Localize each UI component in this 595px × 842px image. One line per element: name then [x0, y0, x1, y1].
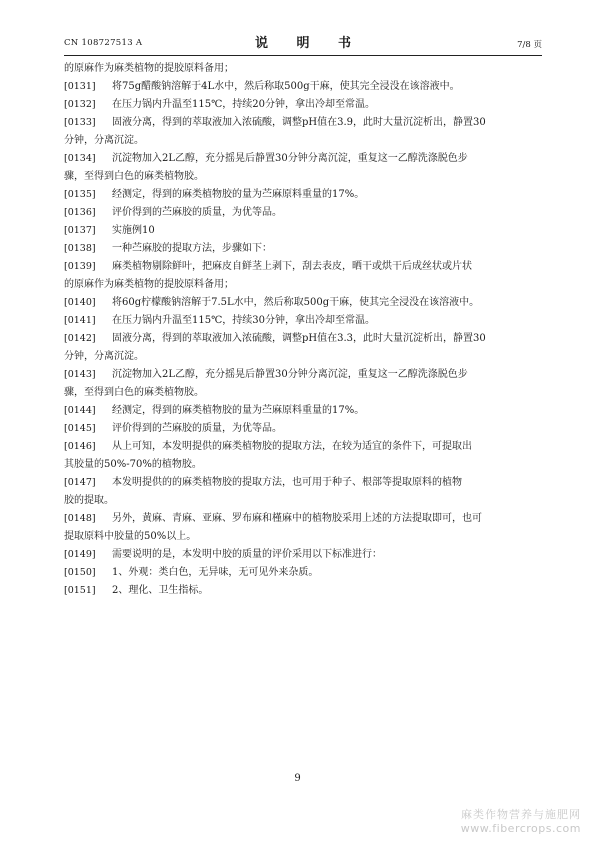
- paragraph-text: 评价得到的苎麻胶的质量，为优等品。: [112, 423, 282, 434]
- paragraph-number: [0142]: [64, 333, 96, 344]
- paragraph-text: 胶的提取。: [64, 495, 114, 506]
- paragraph-text: 骤，至得到白色的麻类植物胶。: [64, 171, 204, 182]
- document-body: [64, 60, 542, 600]
- paragraph-continuation-line: [64, 492, 542, 510]
- paragraph-number: [0134]: [64, 153, 96, 164]
- paragraph-continuation-line: [64, 132, 542, 150]
- patent-number: CN 108727513 A: [64, 38, 143, 48]
- paragraph-number: [0150]: [64, 567, 96, 578]
- paragraph-number: [0143]: [64, 369, 96, 380]
- paragraph-number: [0145]: [64, 423, 96, 434]
- paragraph-first-line: [64, 402, 542, 420]
- paragraph-first-line: [64, 366, 542, 384]
- paragraph: [64, 258, 542, 294]
- header-divider: [64, 55, 542, 56]
- paragraph-number: [0139]: [64, 261, 96, 272]
- page-number: 9: [294, 773, 301, 784]
- paragraph-text: 另外，黄麻、青麻、亚麻、罗布麻和槿麻中的植物胶采用上述的方法提取即可，也可: [112, 513, 482, 524]
- paragraph-first-line: [64, 330, 542, 348]
- paragraph-number: [0137]: [64, 225, 96, 236]
- paragraph: [64, 96, 542, 114]
- paragraph-text: 固液分离，得到的萃取液加入浓硫酸，调整pH值在3.3，此时大量沉淀析出，静置30: [112, 333, 486, 344]
- paragraph-first-line: [64, 474, 542, 492]
- paragraph-text: 经测定，得到的麻类植物胶的量为苎麻原料重量的17%。: [112, 405, 365, 416]
- paragraph-text: 经测定，得到的麻类植物胶的量为苎麻原料重量的17%。: [112, 189, 365, 200]
- paragraph: [64, 294, 542, 312]
- paragraph: [64, 564, 542, 582]
- paragraph-text: 一种苎麻胶的提取方法，步骤如下：: [112, 243, 272, 254]
- paragraph: [64, 582, 542, 600]
- continuation-line: 的原麻作为麻类植物的提胶原料备用；: [64, 63, 234, 74]
- paragraph: [64, 78, 542, 96]
- paragraph-continuation-line: [64, 456, 542, 474]
- paragraph: [64, 402, 542, 420]
- paragraph-first-line: [64, 294, 542, 312]
- paragraph: [64, 366, 542, 402]
- page-header: [64, 32, 542, 52]
- paragraph-text: 将60g柠檬酸钠溶解于7.5L水中，然后称取500g干麻，使其完全浸没在该溶液中。: [112, 297, 480, 308]
- paragraph: [64, 204, 542, 222]
- paragraph-number: [0144]: [64, 405, 96, 416]
- paragraph: [64, 474, 542, 510]
- paragraph: [64, 150, 542, 186]
- paragraph-first-line: [64, 204, 542, 222]
- paragraph-text: 需要说明的是，本发明中胶的质量的评价采用以下标准进行：: [112, 549, 382, 560]
- paragraph-first-line: [64, 150, 542, 168]
- paragraph-continuation-line: [64, 276, 542, 294]
- watermark-site-name: 麻类作物营养与施肥网: [461, 808, 581, 821]
- paragraph-number: [0149]: [64, 549, 96, 560]
- paragraph-continuation-line: [64, 348, 542, 366]
- paragraph-text: 的原麻作为麻类植物的提胶原料备用；: [64, 279, 234, 290]
- paragraph: [64, 510, 542, 546]
- paragraph-text: 沉淀物加入2L乙醇，充分摇晃后静置30分钟分离沉淀，重复这一乙醇洗涤脱色步: [112, 369, 468, 380]
- paragraph-first-line: [64, 258, 542, 276]
- paragraph-first-line: [64, 222, 542, 240]
- paragraph: [64, 312, 542, 330]
- paragraph-text: 本发明提供的的麻类植物胶的提取方法，也可用于种子、根部等提取原料的植物: [112, 477, 462, 488]
- paragraph-first-line: [64, 240, 542, 258]
- paragraph: [64, 330, 542, 366]
- paragraph-number: [0151]: [64, 585, 96, 596]
- document-title: 说 明 书: [254, 36, 364, 51]
- paragraph-first-line: [64, 186, 542, 204]
- paragraph-continuation-line: [64, 528, 542, 546]
- paragraph-first-line: [64, 96, 542, 114]
- paragraph: [64, 114, 542, 150]
- paragraph-number: [0136]: [64, 207, 96, 218]
- paragraph-text: 评价得到的苎麻胶的质量，为优等品。: [112, 207, 282, 218]
- paragraph-number: [0148]: [64, 513, 96, 524]
- paragraph-number: [0140]: [64, 297, 96, 308]
- paragraph-text: 骤，至得到白色的麻类植物胶。: [64, 387, 204, 398]
- paragraph-text: 固液分离，得到的萃取液加入浓硫酸，调整pH值在3.9，此时大量沉淀析出，静置30: [112, 117, 486, 128]
- paragraph-text: 沉淀物加入2L乙醇，充分摇晃后静置30分钟分离沉淀，重复这一乙醇洗涤脱色步: [112, 153, 468, 164]
- paragraph-first-line: [64, 312, 542, 330]
- paragraph-number: [0131]: [64, 81, 96, 92]
- paragraph: [64, 546, 542, 564]
- paragraph-text: 将75g醋酸钠溶解于4L水中，然后称取500g干麻，使其完全浸没在该溶液中。: [112, 81, 460, 92]
- paragraph-first-line: [64, 546, 542, 564]
- paragraph-first-line: [64, 564, 542, 582]
- paragraph-text: 其胶量的50%-70%的植物胶。: [64, 459, 202, 470]
- paragraph-number: [0135]: [64, 189, 96, 200]
- paragraph-text: 分钟，分离沉淀。: [64, 135, 144, 146]
- paragraph: [64, 420, 542, 438]
- paragraph: [64, 240, 542, 258]
- paragraph-continuation-line: [64, 384, 542, 402]
- page-count: 7/8 页: [517, 40, 542, 50]
- paragraph-number: [0138]: [64, 243, 96, 254]
- paragraph-first-line: [64, 582, 542, 600]
- paragraph-first-line: [64, 510, 542, 528]
- paragraph-first-line: [64, 420, 542, 438]
- paragraph-number: [0132]: [64, 99, 96, 110]
- paragraph-number: [0141]: [64, 315, 96, 326]
- paragraph-first-line: [64, 78, 542, 96]
- paragraph-first-line: [64, 438, 542, 456]
- paragraph-first-line: [64, 114, 542, 132]
- watermark: [461, 806, 581, 835]
- paragraph-text: 在压力锅内升温至115℃，持续30分钟，拿出冷却至常温。: [112, 315, 375, 326]
- watermark-url: www.fibercrops.com: [460, 822, 581, 835]
- paragraph-text: 提取原料中胶量的50%以上。: [64, 531, 197, 542]
- paragraph-list: [64, 78, 542, 600]
- paragraph: [64, 438, 542, 474]
- paragraph-number: [0146]: [64, 441, 96, 452]
- paragraph-number: [0147]: [64, 477, 96, 488]
- paragraph-text: 麻类植物剔除鲜叶，把麻皮自鲜茎上剥下，刮去表皮，晒干或烘干后成丝状或片状: [112, 261, 472, 272]
- paragraph-text: 从上可知，本发明提供的麻类植物胶的提取方法，在较为适宜的条件下，可提取出: [112, 441, 472, 452]
- paragraph-text: 实施例10: [112, 225, 155, 236]
- paragraph: [64, 222, 542, 240]
- paragraph-text: 2、理化、卫生指标。: [112, 585, 209, 596]
- paragraph-text: 在压力锅内升温至115℃，持续20分钟，拿出冷却至常温。: [112, 99, 375, 110]
- paragraph: [64, 186, 542, 204]
- paragraph-text: 1、外观：类白色，无异味，无可见外来杂质。: [112, 567, 319, 578]
- paragraph-number: [0133]: [64, 117, 96, 128]
- paragraph-continuation-line: [64, 168, 542, 186]
- paragraph-text: 分钟，分离沉淀。: [64, 351, 144, 362]
